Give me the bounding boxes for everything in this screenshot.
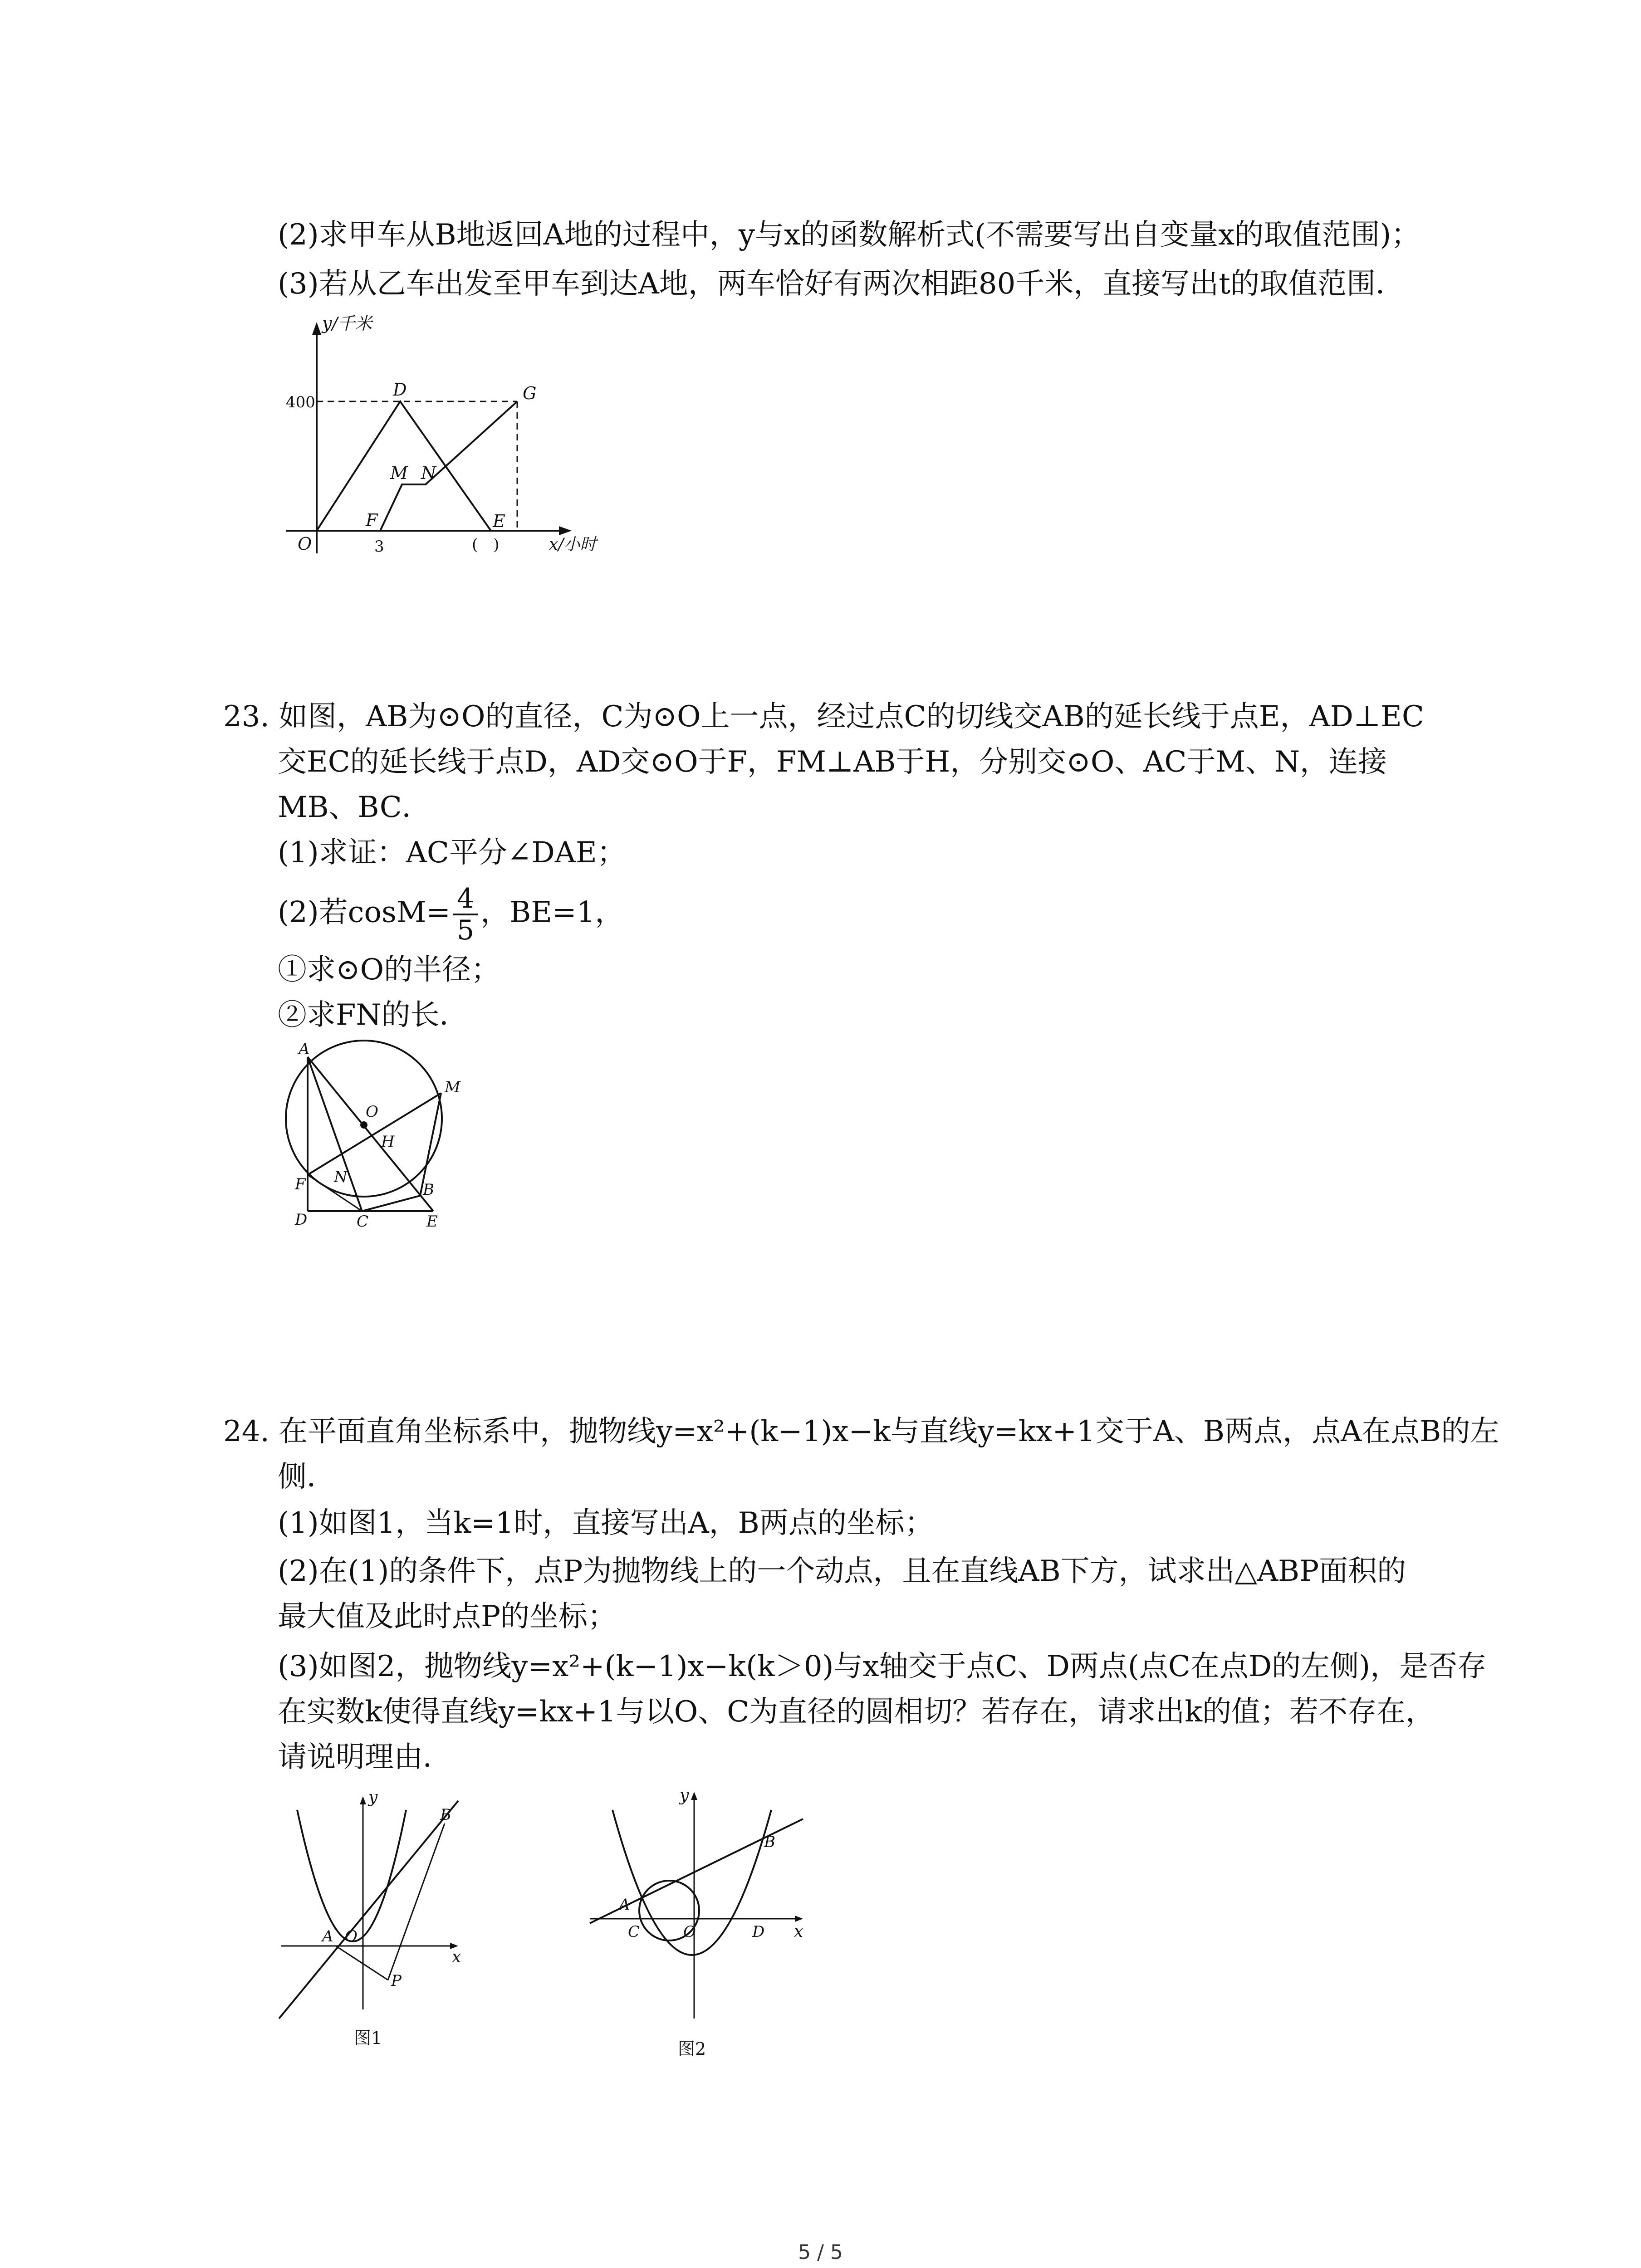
q24-part3-line3: 请说明理由．	[278, 1740, 452, 1774]
q24-figure2	[581, 1783, 835, 2073]
q23-part1: (1)求证：AC平分∠DAE；	[278, 836, 626, 870]
q24-part2-line1: (2)在(1)的条件下，点P为抛物线上的一个动点，且在直线AB下方，试求出△ABP面积的	[278, 1554, 1406, 1588]
q23-point-E: E	[426, 1212, 438, 1231]
q23-fraction-numerator: 4	[453, 884, 478, 915]
q22-x-tick: 3	[374, 538, 384, 556]
q23-point-H: H	[381, 1133, 395, 1151]
q22-point-F: F	[366, 510, 378, 530]
q23-point-A: A	[299, 1040, 310, 1058]
q23-stem-line3: MB、BC．	[278, 791, 431, 824]
q22-part3: (3)若从乙车出发至甲车到达A地，两车恰好有两次相距80千米，直接写出t的取值范围．	[278, 267, 1405, 301]
q23-point-M: M	[445, 1078, 460, 1096]
q24-fig2-y-label: y	[680, 1786, 689, 1805]
q24-part1: (1)如图1，当k=1时，直接写出A，B两点的坐标；	[278, 1506, 934, 1540]
q24-part3-line1: (3)如图2，抛物线y=x²+(k−1)x−k(k＞0)与x轴交于点C、D两点(点C在点D的左侧)，是否存	[278, 1650, 1487, 1683]
q22-point-D: D	[393, 380, 407, 400]
q24-stem-line1: 24. 在平面直角坐标系中，抛物线y=x²+(k−1)x−k与直线y=kx+1交于A、B两点，点A在点B的左	[223, 1415, 1499, 1448]
q24-fig2-x-label: x	[794, 1922, 803, 1941]
q24-fig1-point-O: O	[345, 1927, 358, 1945]
q24-fig1-caption: 图1	[354, 2028, 382, 2048]
q22-graph	[272, 313, 617, 567]
q24-fig1-point-P: P	[391, 1972, 402, 1990]
q24-figure1	[272, 1783, 481, 2073]
q23-fraction-denominator: 5	[457, 914, 475, 946]
q23-sub1: ①求⊙O的半径；	[278, 953, 500, 987]
q23-circle-figure	[272, 1039, 481, 1229]
q23-part2	[278, 884, 624, 945]
q24-fig2-caption: 图2	[678, 2039, 706, 2059]
q24-part2-line2: 最大值及此时点P的坐标；	[278, 1600, 617, 1633]
q24-fig2-point-A: A	[619, 1896, 630, 1914]
q22-x-blank: ( )	[472, 536, 500, 554]
q24-fig1-y-label: y	[368, 1788, 378, 1807]
q22-point-N: N	[421, 463, 436, 483]
q23-fraction	[453, 884, 478, 945]
q22-point-G: G	[523, 383, 537, 403]
q22-x-axis-label: x/小时	[549, 535, 597, 554]
q24-fig2-point-B: B	[764, 1833, 775, 1851]
q24-fig1-point-A: A	[322, 1927, 333, 1945]
page-number: 5 / 5	[798, 2241, 843, 2264]
q24-part3-line2: 在实数k使得直线y=kx+1与以O、C为直径的圆相切？若存在，请求出k的值；若不存在，	[278, 1695, 1435, 1729]
q24-fig2-point-D: D	[752, 1923, 765, 1941]
q22-y-tick: 400	[286, 393, 315, 411]
q23-point-F: F	[295, 1175, 306, 1193]
q23-part2-prefix: (2)若cosM=	[278, 895, 451, 929]
q24-fig1-x-label: x	[452, 1948, 461, 1966]
q23-point-B: B	[423, 1181, 434, 1199]
q24-stem-line2: 侧．	[278, 1460, 336, 1494]
q22-origin: O	[298, 534, 312, 554]
q23-stem-line1: 23. 如图，AB为⊙O的直径，C为⊙O上一点，经过点C的切线交AB的延长线于点E，AD⊥EC	[223, 700, 1424, 733]
q23-part2-suffix: ，BE=1，	[480, 895, 624, 929]
q23-point-N: N	[334, 1168, 348, 1186]
q22-y-axis-label: y/千米	[322, 313, 372, 333]
q23-point-O: O	[366, 1103, 378, 1121]
q23-point-C: C	[357, 1212, 369, 1231]
q23-point-D: D	[295, 1211, 308, 1229]
q22-point-E: E	[493, 511, 505, 531]
q24-fig1-point-B: B	[440, 1806, 451, 1824]
q24-fig2-point-C: C	[628, 1923, 640, 1941]
q23-sub2: ②求FN的长．	[278, 998, 469, 1032]
q22-point-M: M	[390, 463, 408, 483]
q22-part2: (2)求甲车从B地返回A地的过程中，y与x的函数解析式(不需要写出自变量x的取值范围)；	[278, 218, 1421, 252]
q24-fig2-point-O: O	[683, 1923, 696, 1941]
q23-stem-line2: 交EC的延长线于点D，AD交⊙O于F，FM⊥AB于H，分别交⊙O、AC于M、N，连接	[278, 745, 1387, 779]
